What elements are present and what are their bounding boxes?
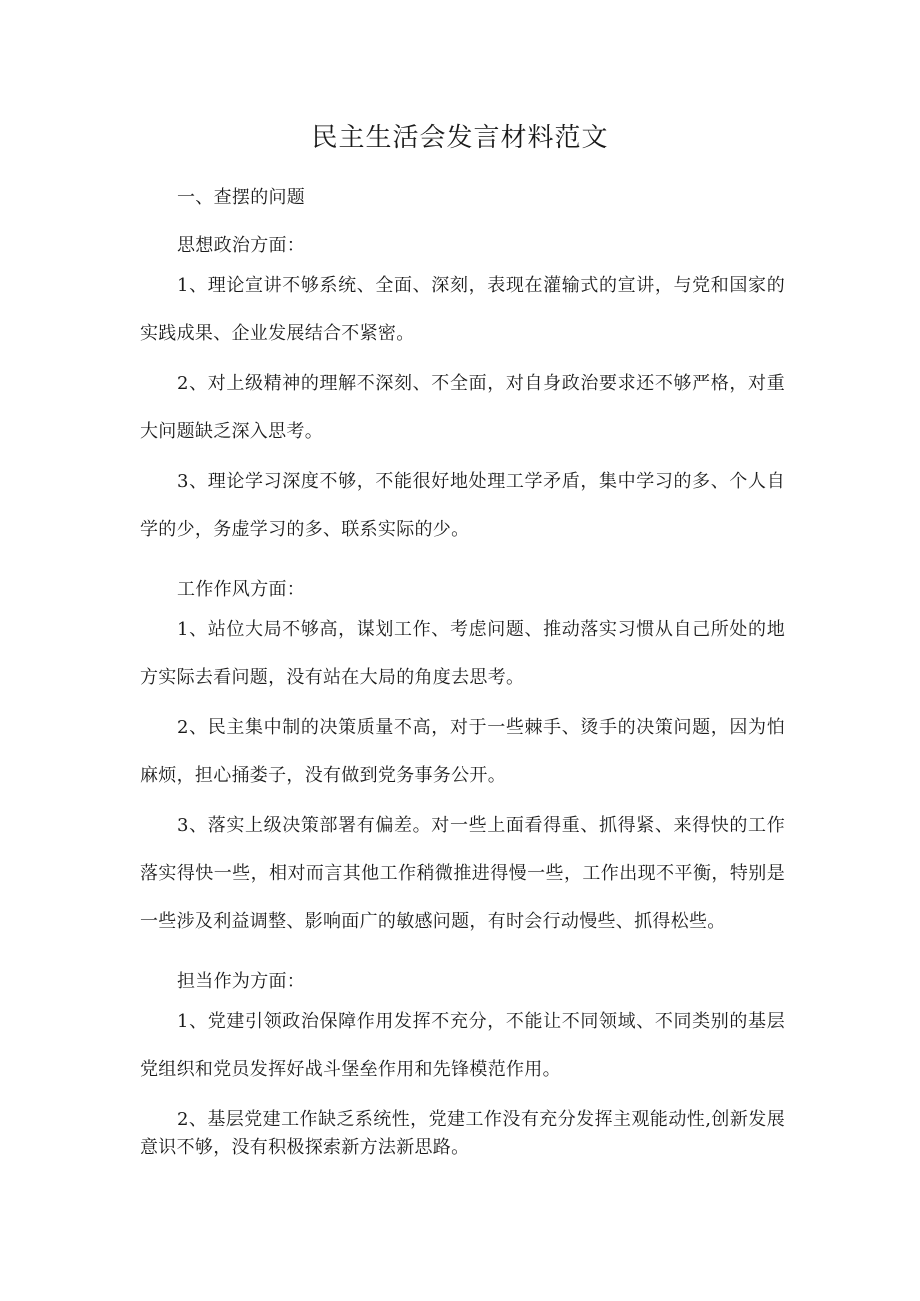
paragraph-political-2: 2、对上级精神的理解不深刻、不全面，对自身政治要求还不够严格，对重大问题缺乏深入思考。 [140,373,785,442]
subheading-work-style: 工作作风方面： [177,579,306,600]
subheading-responsibility: 担当作为方面： [177,971,306,992]
paragraph-work-style-1: 1、站位大局不够高，谋划工作、考虑问题、推动落实习惯从自己所处的地方实际去看问题，没有站在大局的角度去思考。 [140,619,785,688]
subheading-political-thought: 思想政治方面： [177,235,306,256]
paragraph-responsibility-1: 1、党建引领政治保障作用发挥不充分，不能让不同领域、不同类别的基层党组织和党员发挥好战斗堡垒作用和先锋模范作用。 [140,1011,785,1080]
paragraph-work-style-3: 3、落实上级决策部署有偏差。对一些上面看得重、抓得紧、来得快的工作落实得快一些，相对而言其他工作稍微推进得慢一些，工作出现不平衡，特别是一些涉及利益调整、影响面广的敏感问题，有时会行动慢些、抓得松些。 [140,815,785,932]
paragraph-responsibility-2: 2、基层党建工作缺乏系统性，党建工作没有充分发挥主观能动性,创新发展意识不够，没有积极探索新方法新思路。 [140,1109,785,1158]
paragraph-political-1: 1、理论宣讲不够系统、全面、深刻，表现在灌输式的宣讲，与党和国家的实践成果、企业发展结合不紧密。 [140,275,785,344]
paragraph-work-style-2: 2、民主集中制的决策质量不高，对于一些棘手、烫手的决策问题，因为怕麻烦，担心捅娄子，没有做到党务事务公开。 [140,717,785,786]
section-heading-problems: 一、查摆的问题 [177,187,306,208]
paragraph-political-3: 3、理论学习深度不够，不能很好地处理工学矛盾，集中学习的多、个人自学的少，务虚学习的多、联系实际的少。 [140,471,785,540]
document-title: 民主生活会发言材料范文 [311,123,609,153]
